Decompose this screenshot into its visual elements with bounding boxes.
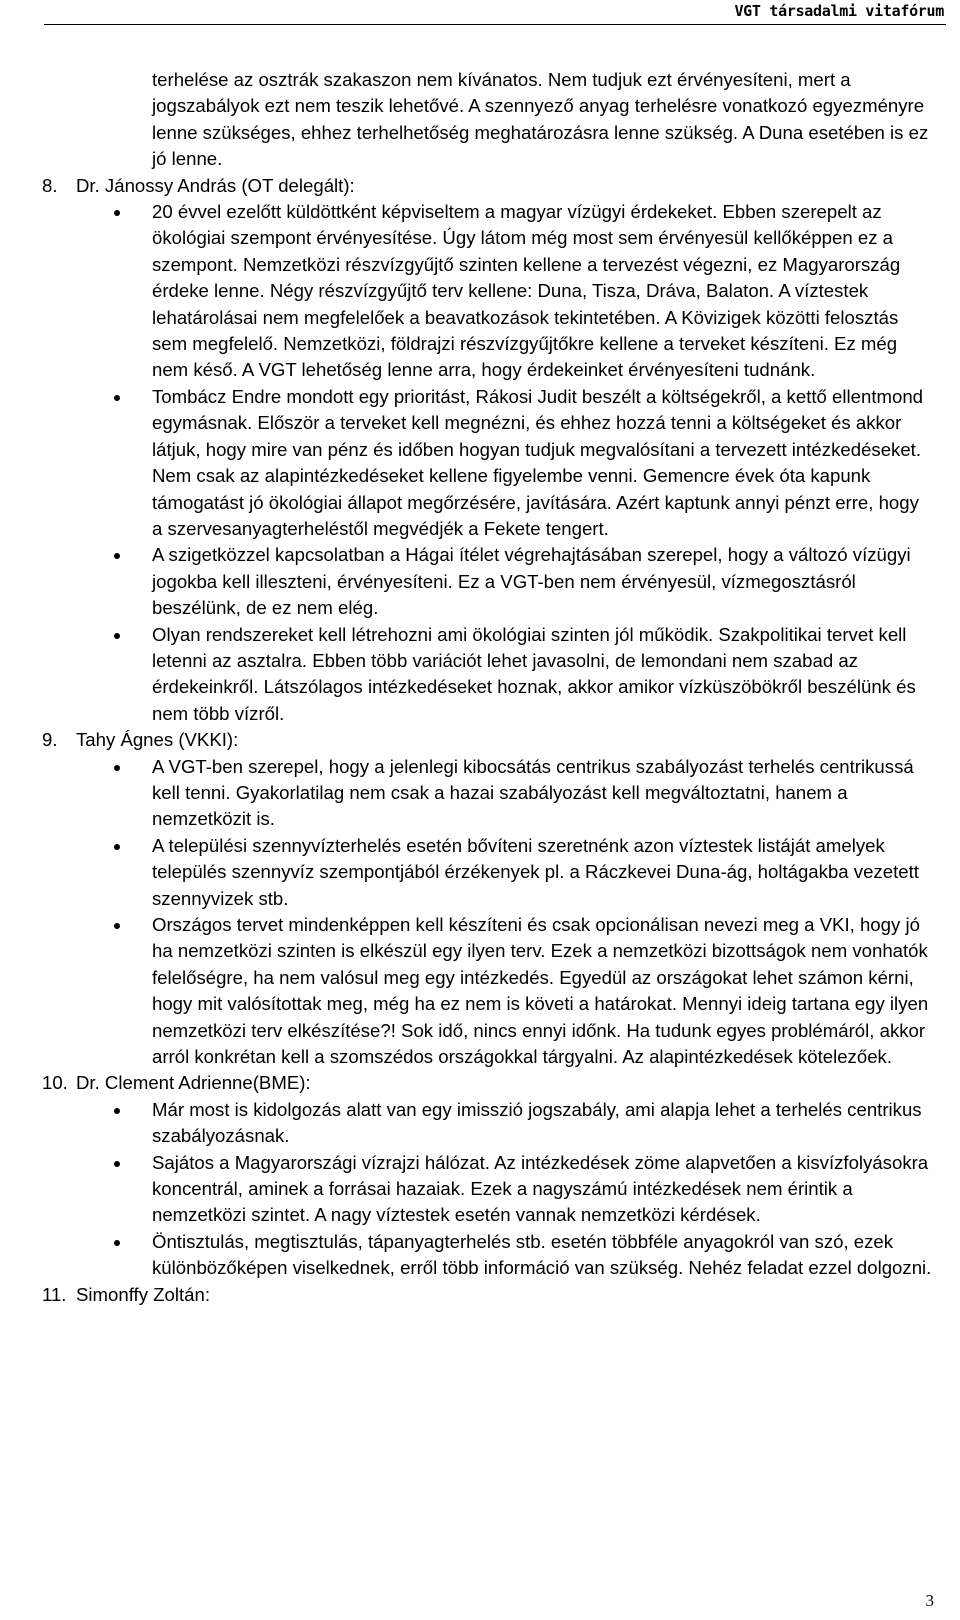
list-item xyxy=(0,833,960,912)
list-item xyxy=(0,542,960,621)
bullet-icon xyxy=(114,210,120,216)
bullet-text: Sajátos a Magyarországi vízrajzi hálózat. Az intézkedések zöme alapvetően a kisvízfolyásokra koncentrál, aminek a forrásai hazaiak. Ezek a nagyszámú intézkedések nem érintik a nemzetközi szintet. A nagy víztestek esetén vannak nemzetközi kérdések. xyxy=(152,1151,929,1226)
list-item xyxy=(0,1097,960,1150)
list-item xyxy=(0,1150,960,1229)
page-number: 3 xyxy=(925,1591,934,1610)
bullet-icon xyxy=(114,1240,120,1246)
item-number: 11. xyxy=(42,1283,67,1305)
page-header xyxy=(44,0,946,25)
speaker-item xyxy=(0,1070,960,1096)
bullet-text: Országos tervet mindenképpen kell készíteni és csak opcionálisan nevezi meg a VKI, hogy jó ha nemzetközi szinten is elkészül egy ilyen terv. Ezek a nemzetközi bizottságok nem vonhatók felelőségre, ha nem valósul meg egy intézkedés. Egyedül az országokat lehet számon kérni, hogy mit valósítottak meg, még ha ez nem is követi a határokat. Mennyi ideig tartana egy ilyen nemzetközi terv elkészítése?! Sok idő, nincs ennyi időnk. Ha tudunk egyes problémáról, akkor arról konkrétan kell a szomszédos országokkal tárgyalni. Az alapintézkedések kötelezőek. xyxy=(152,914,929,1068)
bullet-icon xyxy=(114,633,120,639)
speaker-name: Dr. Clement Adrienne(BME): xyxy=(76,1072,311,1094)
bullet-text: Tombácz Endre mondott egy prioritást, Rákosi Judit beszélt a költségekről, a kettő ellentmond egymásnak. Először a terveket kell megnézni, és ehhez hozzá tenni a költségeket és akkor látjuk, hogy mire van pénz és időben hogyan tudjuk megvalósítani a tervezett intézkedéseket. Nem csak az alapintézkedéseket kellene figyelembe venni. Gemencre évek óta kapunk támogatást jó ökológiai állapot megőrzésére, javítására. Azért kaptunk annyi pénzt erre, hogy a szervesanyagterheléstől megvédjék a Fekete tengert. xyxy=(152,385,923,539)
item-number: 9. xyxy=(42,729,58,751)
list-item xyxy=(0,754,960,833)
list-item xyxy=(0,1229,960,1282)
bullet-list xyxy=(0,1097,960,1282)
item-number: 10. xyxy=(42,1072,68,1094)
list-item xyxy=(0,199,960,384)
bullet-text: Már most is kidolgozás alatt van egy imisszió jogszabály, ami alapja lehet a terhelés centrikus szabályozásnak. xyxy=(152,1098,922,1147)
item-number: 8. xyxy=(42,174,58,196)
bullet-icon xyxy=(114,844,120,850)
speaker-name: Tahy Ágnes (VKKI): xyxy=(76,729,239,751)
bullet-icon xyxy=(114,923,120,929)
bullet-text: A szigetközzel kapcsolatban a Hágai ítélet végrehajtásában szerepel, hogy a változó vízügyi jogokba kell illeszteni, érvényesíteni. Ez a VGT-ben nem érvényesül, vízmegosztásról beszélünk, de ez nem elég. xyxy=(152,544,911,619)
bullet-text: Olyan rendszereket kell létrehozni ami ökológiai szinten jól működik. Szakpolitikai tervet kell letenni az asztalra. Ebben több variációt lehet javasolni, de lemondani nem szabad az érdekeinkről. Látszólagos intézkedéseket hoznak, akkor amikor vízküszöbökről beszélünk és nem több vízről. xyxy=(152,623,916,724)
bullet-text: 20 évvel ezelőtt küldöttként képviseltem a magyar vízügyi érdekeket. Ebben szerepelt az ökológiai szempont érvényesítése. Úgy látom még most sem érvényesül kellőképpen ez a szempont. Nemzetközi részvízgyűjtő szinten kellene a tervezést végezni, ez Magyarország érdeke lenne. Négy részvízgyűjtő terv kellene: Duna, Tisza, Dráva, Balaton. A víztestek lehatárolásai nem megfelelőek a beavatkozások tekintetében. A Kövizigek közötti felosztás sem megfelelő. Nemzetközi, földrajzi részvízgyűjtőkre kellene a terveket készíteni. Ez még nem késő. A VGT lehetőség lenne arra, hogy érdekeinket érvényesíteni tudnánk. xyxy=(152,201,901,381)
bullet-icon xyxy=(114,1108,120,1114)
list-item xyxy=(0,912,960,1070)
continuation-paragraph: terhelése az osztrák szakaszon nem kívánatos. Nem tudjuk ezt érvényesíteni, mert a jogszabályok ezt nem teszik lehetővé. A szennyező anyag terhelésre vonatkozó egyezményre lenne szükséges, ehhez terhelhetőség meghatározásra lenne szükség. A Duna esetében is ez jó lenne. xyxy=(152,69,929,170)
bullet-text: A települési szennyvízterhelés esetén bővíteni szeretnénk azon víztestek listáját amelyek település szennyvíz szempontjából érzékenyek pl. a Ráczkevei Duna-ág, holtágakba vezetett szennyvizek stb. xyxy=(152,834,919,909)
bullet-icon xyxy=(114,395,120,401)
bullet-icon xyxy=(114,765,120,771)
speaker-name: Simonffy Zoltán: xyxy=(76,1283,211,1305)
bullet-icon xyxy=(114,553,120,559)
speaker-item xyxy=(0,1282,960,1308)
bullet-list xyxy=(0,754,960,1071)
document-body xyxy=(0,67,960,1308)
header-title: VGT társadalmi vitafórum xyxy=(734,2,944,20)
bullet-icon xyxy=(114,1161,120,1167)
speaker-name: Dr. Jánossy András (OT delegált): xyxy=(76,174,355,196)
list-item xyxy=(0,384,960,542)
speaker-item xyxy=(0,173,960,199)
bullet-text: A VGT-ben szerepel, hogy a jelenlegi kibocsátás centrikus szabályozást terhelés centrikussá kell tenni. Gyakorlatilag nem csak a hazai szabályozást kell megváltoztatni, hanem a nemzetközit is. xyxy=(152,755,914,830)
speaker-item xyxy=(0,727,960,753)
bullet-text: Öntisztulás, megtisztulás, tápanyagterhelés stb. esetén többféle anyagokról van szó, ezek különbözőképen viselkednek, erről több információ van szükség. Nehéz feladat ezzel dolgozni. xyxy=(152,1230,932,1279)
bullet-list xyxy=(0,199,960,727)
list-item xyxy=(0,622,960,728)
